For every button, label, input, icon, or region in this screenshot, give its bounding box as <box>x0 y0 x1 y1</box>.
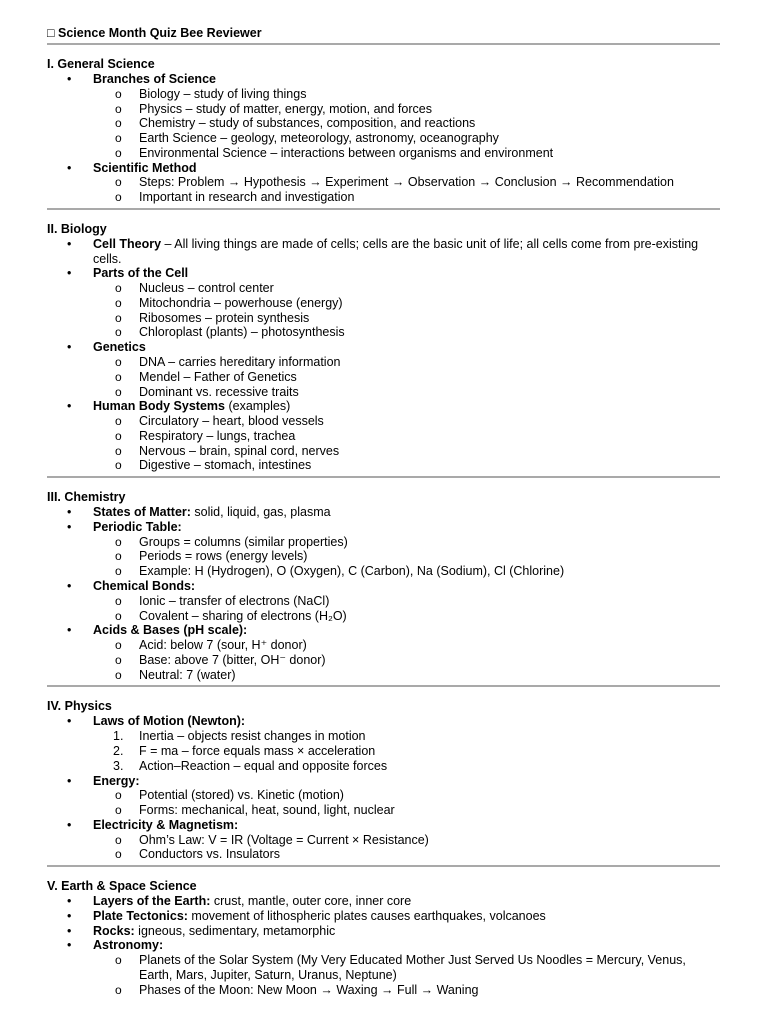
sub-item <box>47 803 720 818</box>
sub-item <box>47 355 720 370</box>
topic-item <box>47 774 720 818</box>
list-number: 2. <box>113 743 124 758</box>
sub-item-text: Potential (stored) vs. Kinetic (motion) <box>139 788 344 803</box>
sub-item-text: Covalent – sharing of electrons (H₂O) <box>139 608 347 623</box>
sub-item <box>47 281 720 296</box>
sub-item <box>47 146 720 161</box>
sub-item <box>47 744 720 759</box>
sub-item-text: Periods = rows (energy levels) <box>139 549 308 564</box>
sub-item <box>47 414 720 429</box>
sub-item <box>47 190 720 205</box>
topic-item <box>47 818 720 862</box>
topic-text: crust, mantle, outer core, inner core <box>210 894 412 909</box>
sub-item-text: Mitochondria – powerhouse (energy) <box>139 295 343 310</box>
topic-label: Laws of Motion (Newton): <box>93 714 246 729</box>
sub-item <box>47 102 720 117</box>
sub-list <box>93 87 720 161</box>
section-heading: II. Biology <box>47 221 107 236</box>
sub-item-text: Ohm’s Law: V = IR (Voltage = Current × Resistance) <box>139 832 429 847</box>
sub-item <box>47 370 720 385</box>
sub-item <box>47 429 720 444</box>
sub-item <box>47 788 720 803</box>
sections-container <box>47 45 720 1000</box>
topic-list <box>47 505 720 682</box>
section-heading: V. Earth & Space Science <box>47 879 197 894</box>
sub-item <box>47 87 720 102</box>
sub-list <box>93 355 720 399</box>
sub-item <box>47 458 720 473</box>
topic-text: igneous, sedimentary, metamorphic <box>134 923 336 938</box>
topic-label: Branches of Science <box>93 72 216 86</box>
section <box>47 867 720 1000</box>
sub-item-text: Neutral: 7 (water) <box>139 667 236 682</box>
topic-item <box>47 924 720 939</box>
topic-list <box>47 237 720 473</box>
topic-list <box>47 72 720 205</box>
sub-item <box>47 535 720 550</box>
sub-item-text: Physics – study of matter, energy, motion, and forces <box>139 101 432 116</box>
sub-list <box>93 535 720 579</box>
topic-label: Astronomy: <box>93 938 164 953</box>
sub-item-text: Conductors vs. Insulators <box>139 847 281 862</box>
topic-item <box>47 520 720 579</box>
topic-text: solid, liquid, gas, plasma <box>190 505 331 520</box>
sub-item-text: Action–Reaction – equal and opposite forces <box>139 758 388 773</box>
sub-item-text: Inertia – objects resist changes in motion <box>139 729 366 744</box>
sub-item-text: Dominant vs. recessive traits <box>139 384 299 399</box>
topic-label: Energy: <box>93 773 140 788</box>
topic-item <box>47 505 720 520</box>
sub-item-text: Earth Science – geology, meteorology, astronomy, oceanography <box>139 131 499 146</box>
sub-list <box>93 729 720 773</box>
topic-label: Layers of the Earth: <box>93 894 211 909</box>
topic-item <box>47 714 720 773</box>
sub-item-text: Forms: mechanical, heat, sound, light, nuclear <box>139 803 395 818</box>
sub-item <box>47 668 720 683</box>
sub-item-text: Groups = columns (similar properties) <box>139 534 348 549</box>
sub-item-text: Circulatory – heart, blood vessels <box>139 414 324 429</box>
sub-item-text: Ribosomes – protein synthesis <box>139 310 310 325</box>
sub-item-text: Chloroplast (plants) – photosynthesis <box>139 325 345 340</box>
topic-label: Acids & Bases (pH scale): <box>93 623 248 638</box>
sub-item <box>47 296 720 311</box>
sub-item <box>47 638 720 653</box>
sub-item-text: DNA – carries hereditary information <box>139 354 341 369</box>
topic-item <box>47 237 720 266</box>
sub-item-text: Important in research and investigation <box>139 190 355 205</box>
sub-item-text: Mendel – Father of Genetics <box>139 369 297 384</box>
sub-item <box>47 953 720 983</box>
topic-item <box>47 579 720 623</box>
sub-item-text: Planets of the Solar System (My Very Educated Mother Just Served Us Noodles = Mercury, Venus, Earth, Mars, Jupiter, Saturn, Uranus, Neptune) <box>139 952 686 982</box>
sub-item <box>47 116 720 131</box>
sub-item <box>47 833 720 848</box>
topic-item <box>47 938 720 997</box>
topic-item <box>47 894 720 909</box>
document-title: □ Science Month Quiz Bee Reviewer <box>47 26 262 40</box>
section-heading: III. Chemistry <box>47 490 126 505</box>
sub-item <box>47 847 720 862</box>
sub-item-text: Digestive – stomach, intestines <box>139 458 312 473</box>
sub-item-text: Nervous – brain, spinal cord, nerves <box>139 443 340 458</box>
sub-item <box>47 609 720 624</box>
topic-item <box>47 909 720 924</box>
list-number: 1. <box>113 729 124 744</box>
topic-label: Parts of the Cell <box>93 266 189 281</box>
topic-item <box>47 623 720 682</box>
sub-list <box>93 281 720 340</box>
sub-item <box>47 653 720 668</box>
topic-label: Chemical Bonds: <box>93 579 196 594</box>
topic-label: Genetics <box>93 340 146 355</box>
topic-item <box>47 72 720 161</box>
sub-item-text: Chemistry – study of substances, composition, and reactions <box>139 116 476 131</box>
sub-item <box>47 385 720 400</box>
sub-item-text: Acid: below 7 (sour, H⁺ donor) <box>139 638 307 653</box>
sub-list <box>93 175 720 205</box>
sub-list <box>93 638 720 682</box>
topic-label: Cell Theory <box>93 236 162 251</box>
sub-list <box>93 594 720 624</box>
topic-label: States of Matter: <box>93 505 191 520</box>
sub-item <box>47 549 720 564</box>
sub-item <box>47 175 720 190</box>
section <box>47 687 720 865</box>
topic-label: Rocks: <box>93 923 135 938</box>
section <box>47 478 720 685</box>
sub-item-text: Phases of the Moon: New Moon → Waxing → Full → Waning <box>139 982 479 997</box>
sub-item-text: Example: H (Hydrogen), O (Oxygen), C (Carbon), Na (Sodium), Cl (Chlorine) <box>139 564 565 579</box>
list-number: 3. <box>113 758 124 773</box>
sub-item <box>47 311 720 326</box>
sub-item <box>47 594 720 609</box>
topic-label: Human Body Systems <box>93 399 225 414</box>
topic-label: Electricity & Magnetism: <box>93 817 239 832</box>
sub-item-text: Base: above 7 (bitter, OH⁻ donor) <box>139 652 326 667</box>
sub-item-text: Nucleus – control center <box>139 281 274 296</box>
sub-list <box>93 953 720 997</box>
topic-text: movement of lithospheric plates causes earthquakes, volcanoes <box>187 908 546 923</box>
sub-list <box>93 833 720 863</box>
sub-item <box>47 325 720 340</box>
topic-item <box>47 340 720 399</box>
topic-text: (examples) <box>224 399 291 414</box>
sub-item-text: F = ma – force equals mass × acceleration <box>139 743 376 758</box>
topic-item <box>47 161 720 205</box>
sub-item-text: Ionic – transfer of electrons (NaCl) <box>139 593 330 608</box>
topic-label: Periodic Table: <box>93 519 182 534</box>
sub-item <box>47 444 720 459</box>
sub-item <box>47 564 720 579</box>
sub-item-text: Biology – study of living things <box>139 86 307 101</box>
topic-label: Scientific Method <box>93 160 197 175</box>
section <box>47 210 720 476</box>
section-heading: I. General Science <box>47 57 155 71</box>
sub-item <box>47 983 720 998</box>
sub-item-text: Environmental Science – interactions between organisms and environment <box>139 145 554 160</box>
topic-text: – All living things are made of cells; cells are the basic unit of life; all cells come from pre-existing cells. <box>93 236 699 266</box>
section <box>47 45 720 208</box>
sub-item-text: Respiratory – lungs, trachea <box>139 428 296 443</box>
topic-label: Plate Tectonics: <box>93 908 188 923</box>
topic-item <box>47 399 720 473</box>
topic-list <box>47 714 720 862</box>
sub-item <box>47 729 720 744</box>
sub-list <box>93 788 720 818</box>
sub-item-text: Steps: Problem → Hypothesis → Experiment → Observation → Conclusion → Recommendation <box>139 175 674 190</box>
sub-item <box>47 759 720 774</box>
topic-item <box>47 266 720 340</box>
topic-list <box>47 894 720 997</box>
sub-list <box>93 414 720 473</box>
sub-item <box>47 131 720 146</box>
section-heading: IV. Physics <box>47 699 112 714</box>
